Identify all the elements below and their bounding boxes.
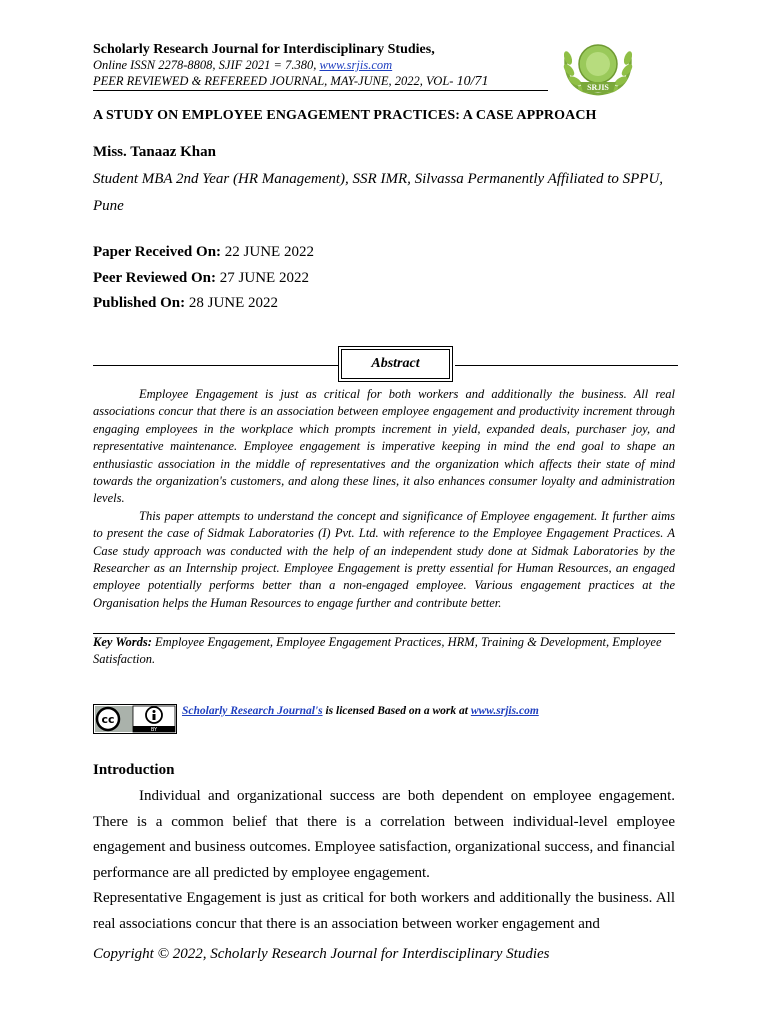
peer-review-text: PEER REVIEWED & REFEREED JOURNAL, MAY-JUNE, 2022, VOL- [93, 74, 457, 88]
copyright-footer: Copyright © 2022, Scholarly Research Journal for Interdisciplinary Studies [93, 946, 550, 962]
journal-website-link[interactable]: www.srjis.com [319, 58, 393, 72]
author-affiliation: Student MBA 2nd Year (HR Management), SSR IMR, Silvassa Permanently Affiliated to SPPU, Pune [93, 171, 664, 214]
date-value: 27 JUNE 2022 [216, 270, 309, 286]
date-label: Paper Received On: [93, 244, 222, 260]
abstract-paragraph: This paper attempts to understand the concept and significance of Employee engagement. It further aims to present the case of Sidmak Laboratories (I) Pvt. Ltd. with reference to the Employee Engagement Practices. A Case study approach was conducted with the help of an independent study done at Sidmak Laboratories by the Researcher as an Internship project. Employee Engagement is pretty essential for Human Resources, an engaged employee potentially performs better than a non-engaged employee. Various engagement practices at the Organisation helps the Human Resources to engage further and contribute better. [93, 508, 675, 610]
header-rule [93, 90, 548, 91]
introduction-heading: Introduction [93, 762, 175, 778]
introduction-body [93, 784, 675, 937]
abstract-body [93, 386, 675, 612]
abstract-heading: Abstract [341, 349, 450, 379]
body-paragraph: Individual and organizational success are both dependent on employee engagement. There is a common belief that there is a correlation between individual-level employee engagement and business outcomes. Employee satisfaction, organizational success, and financial performance are all predicted by employee engagement. [93, 788, 675, 881]
keywords-label: Key Words: [93, 635, 152, 649]
keywords-text: Employee Engagement, Employee Engagement Practices, HRM, Training & Development, Employee Satisfaction. [93, 635, 662, 667]
published-date [93, 295, 278, 312]
page-number: 10/71 [456, 74, 489, 89]
issn-line [93, 58, 392, 73]
abstract-rule-left [93, 365, 338, 366]
srjis-logo [556, 34, 640, 102]
license-line [182, 705, 539, 717]
creative-commons-by-badge[interactable] [93, 704, 177, 734]
date-label: Published On: [93, 295, 186, 311]
author-name: Miss. Tanaaz Khan [93, 144, 216, 160]
abstract-paragraph: Employee Engagement is just as critical for both workers and additionally the business. All real associations concur that there is an association between employee engagement and productivity increment through engaging employees in the workplace which prompts increment in yield, expanded deals, purchaser joy, and representative maintenance. Employee engagement is imperative keeping in mind the end goal to shape an enthusiastic association in the middle of representatives and the organization which affects their state of mind towards the organization's customers, and along these lines, it also enhances consumer loyalty and administration levels. [93, 387, 675, 506]
cc-icon: cc [101, 713, 115, 726]
journal-name: Scholarly Research Journal for Interdisciplinary Studies, [93, 42, 435, 57]
cc-by-label: BY [150, 727, 158, 733]
license-text: is licensed Based on a work at [322, 705, 471, 717]
abstract-heading-box [338, 346, 453, 382]
date-label: Peer Reviewed On: [93, 270, 217, 286]
peer-review-line [93, 74, 488, 90]
abstract-rule-right [455, 365, 678, 366]
paper-received-date [93, 244, 314, 261]
paper-title: A STUDY ON EMPLOYEE ENGAGEMENT PRACTICES: A CASE APPROACH [93, 108, 597, 123]
body-paragraph: Representative Engagement is just as critical for both workers and additionally the business. All real associations concur that there is an association between worker engagement and [93, 890, 675, 932]
license-website-link[interactable]: www.srjis.com [470, 705, 539, 717]
issn-text: Online ISSN 2278-8808, SJIF 2021 = 7.380, [93, 58, 320, 72]
keywords [93, 634, 675, 669]
date-value: 22 JUNE 2022 [221, 244, 314, 260]
journal-license-link[interactable]: Scholarly Research Journal's [182, 705, 323, 717]
attribution-icon [153, 710, 156, 713]
peer-reviewed-date [93, 270, 309, 287]
logo-text: SRJIS [587, 83, 609, 92]
date-value: 28 JUNE 2022 [185, 295, 279, 311]
